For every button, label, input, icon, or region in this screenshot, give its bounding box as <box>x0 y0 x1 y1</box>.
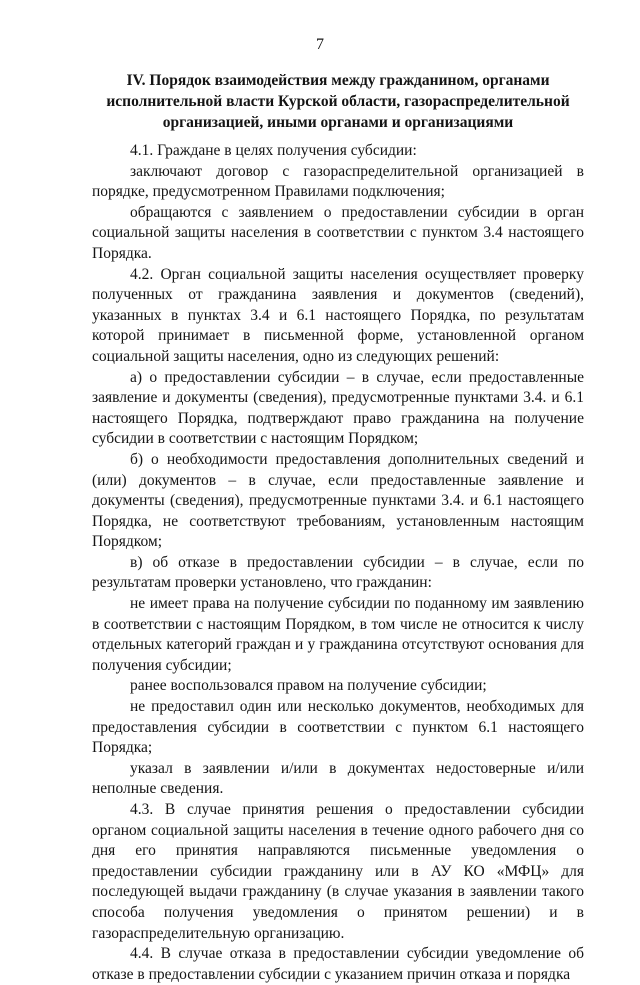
paragraph-4-1-item-contract: заключают договор с газораспределительной организацией в порядке, предусмотренном Правилами подключения; <box>92 162 584 201</box>
page-number: 7 <box>316 36 324 53</box>
paragraph-refusal-reason-documents: не предоставил один или несколько документов, необходимых для предоставления субсидии в соответствии с пунктом 6.1 настоящего Порядка; <box>92 698 584 757</box>
section-heading: IV. Порядок взаимодействия между гражданином, органами исполнительной власти Курской области, газораспределительной организацией, иными органами и организациями <box>106 72 570 131</box>
paragraph-4-2: 4.2. Орган социальной защиты населения осуществляет проверку полученных от гражданина заявления и документов (сведений), указанных в пунктах 3.4 и 6.1 настоящего Порядка, по результатам которой принимает в письменной форме, установленной органом социальной защиты населения, одно из следующих решений: <box>92 265 584 365</box>
paragraph-4-2-item-b: б) о необходимости предоставления дополнительных сведений и (или) документов – в случае, если предоставленные заявление и документы (сведения), предусмотренные пунктами 3.4. и 6.1 настоящего Порядка, не соответствуют требованиям, установленным настоящим Порядком; <box>92 450 584 551</box>
paragraph-refusal-reason-no-right: не имеет права на получение субсидии по поданному им заявлению в соответствии с настоящим Порядком, в том числе не относится к числу отдельных категорий граждан и у гражданина отсутствуют основания для получения субсидии; <box>92 595 584 674</box>
paragraph-4-1: 4.1. Граждане в целях получения субсидии: <box>130 142 417 159</box>
paragraph-4-2-item-a: а) о предоставлении субсидии – в случае, если предоставленные заявление и документы (сведения), предусмотренные пунктами 3.4. и 6.1 настоящего Порядка, подтверждают право гражданина на получение субсидии в соответствии с настоящим Порядком; <box>92 368 584 448</box>
paragraph-refusal-reason-false-info: указал в заявлении и/или в документах недостоверные и/или неполные сведения. <box>92 759 584 798</box>
paragraph-4-3: 4.3. В случае принятия решения о предоставлении субсидии органом социальной защиты населения в течение одного рабочего дня со дня его принятия направляются письменные уведомления о предоставлении субсидии гражданину или в АУ КО «МФЦ» для последующей выдачи гражданину (в случае указания в заявлении такого способа получения уведомления о принятом решении) и в газораспределительную организацию. <box>92 801 584 942</box>
paragraph-4-1-item-application: обращаются с заявлением о предоставлении субсидии в орган социальной защиты населения в соответствии с пунктом 3.4 настоящего Порядка. <box>92 203 584 262</box>
paragraph-4-4: 4.4. В случае отказа в предоставлении субсидии уведомление об отказе в предоставлении субсидии с указанием причин отказа и порядка <box>92 945 584 983</box>
paragraph-refusal-reason-used: ранее воспользовался правом на получение субсидии; <box>130 677 487 695</box>
paragraph-4-2-item-v: в) об отказе в предоставлении субсидии – в случае, если по результатам проверки установлено, что гражданин: <box>92 553 584 592</box>
document-body <box>92 141 584 985</box>
